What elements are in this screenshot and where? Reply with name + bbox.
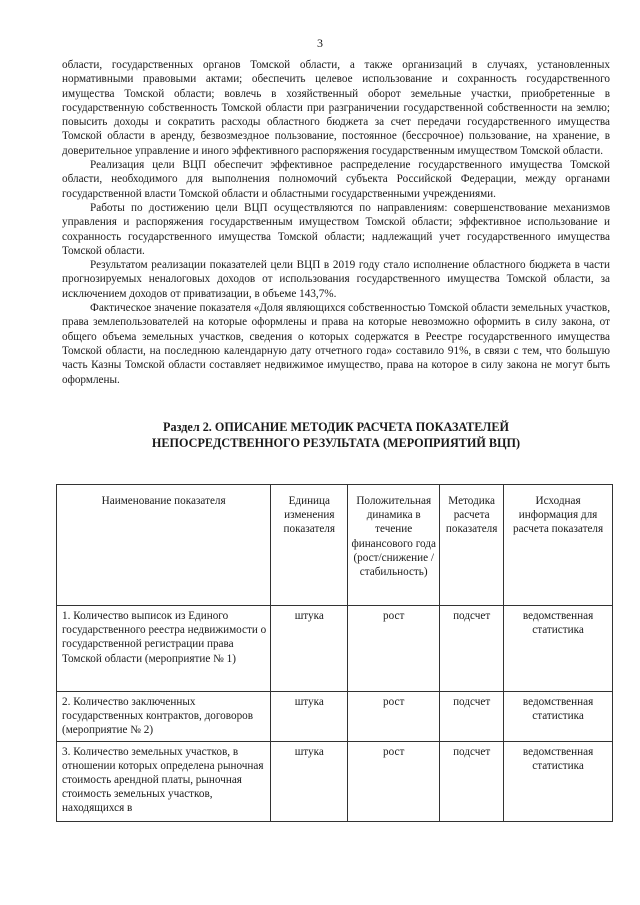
- cell-method: подсчет: [440, 741, 504, 821]
- header-source: Исходная информация для расчета показателя: [504, 485, 613, 606]
- paragraph: Результатом реализации показателей цели ВЦП в 2019 году стало исполнение областного бюджета в части прогнозируемых неналоговых доходов от использования государственного имущества Томской области, за исключением доходов от приватизации, в объеме 143,7%.: [62, 259, 610, 300]
- cell-method: подсчет: [440, 692, 504, 742]
- cell-unit: штука: [271, 692, 348, 742]
- section-title-line-2: НЕПОСРЕДСТВЕННОГО РЕЗУЛЬТАТА (МЕРОПРИЯТИЙ ВЦП): [151, 436, 521, 450]
- page-number: 3: [317, 36, 323, 50]
- paragraph: Фактическое значение показателя «Доля являющихся собственностью Томской области земельных участков, права землепользователей на которые оформлены и права на которые невозможно оформить в силу закона, от общего объема земельных участков, сведения о которых содержатся в Реестре государственного имущества Томской области, на последнюю календарную дату отчетного года» составило 91%, в связи с тем, что большую часть Казны Томской области составляет недвижимое имущество, права на которое в силу закона не могут быть оформлены.: [62, 302, 610, 386]
- cell-dynamics: рост: [348, 741, 440, 821]
- cell-unit: штука: [271, 741, 348, 821]
- table-row: [57, 606, 613, 692]
- cell-source: ведомственная статистика: [504, 692, 613, 742]
- table-row: [57, 741, 613, 821]
- cell-dynamics: рост: [348, 692, 440, 742]
- header-indicator-name: Наименование показателя: [57, 485, 271, 606]
- paragraph: области, государственных органов Томской области, а также организаций в случаях, установленных нормативными правовыми актами; обеспечить целевое использование и сохранность государственного имущества Томской области; вовлечь в хозяйственный оборот земельные участки, приобретенные в государственную собственность Томской области при разграничении государственной собственности на землю; повысить доходы и сократить расходы областного бюджета за счет передачи государственного имущества Томской области в аренду, безвозмездное пользование, постоянное (бессрочное) пользование, на хранение, в доверительное управление и иного эффективного распоряжения государственным имуществом Томской области.: [62, 59, 610, 157]
- header-dynamics: Положительная динамика в течение финансового года (рост/снижение /стабильность): [348, 485, 440, 606]
- table-row: [57, 692, 613, 742]
- header-method: Методика расчета показателя: [440, 485, 504, 606]
- cell-method: подсчет: [440, 606, 504, 692]
- indicators-table: [56, 484, 613, 822]
- cell-source: ведомственная статистика: [504, 741, 613, 821]
- paragraph: Работы по достижению цели ВЦП осуществляются по направлениям: совершенствование механизмов управления и распоряжения государственным имуществом Томской области; эффективное использование и сохранность государственного имущества Томской области; надлежащий учет государственного имущества Томской области.: [62, 201, 610, 257]
- section-title: [62, 419, 610, 451]
- cell-indicator-name: 1. Количество выписок из Единого государственного реестра недвижимости о государственной регистрации права Томской области (мероприятие № 1): [57, 606, 271, 692]
- cell-indicator-name: 2. Количество заключенных государственных контрактов, договоров (мероприятие № 2): [57, 692, 271, 742]
- cell-unit: штука: [271, 606, 348, 692]
- header-unit: Единица изменения показателя: [271, 485, 348, 606]
- cell-dynamics: рост: [348, 606, 440, 692]
- cell-indicator-name: 3. Количество земельных участков, в отношении которых определена рыночная стоимость арендной платы, рыночная стоимость земельных участков, находящихся в: [57, 741, 271, 821]
- paragraph: Реализация цели ВЦП обеспечит эффективное распределение государственного имущества Томской области, необходимого для выполнения полномочий субъекта Российской Федерации, между органами государственной власти Томской области и областными государственными учреждениями.: [62, 159, 610, 200]
- cell-source: ведомственная статистика: [504, 606, 613, 692]
- table-header-row: [57, 485, 613, 606]
- body-text: [62, 58, 610, 387]
- section-title-line-1: Раздел 2. ОПИСАНИЕ МЕТОДИК РАСЧЕТА ПОКАЗАТЕЛЕЙ: [163, 420, 509, 434]
